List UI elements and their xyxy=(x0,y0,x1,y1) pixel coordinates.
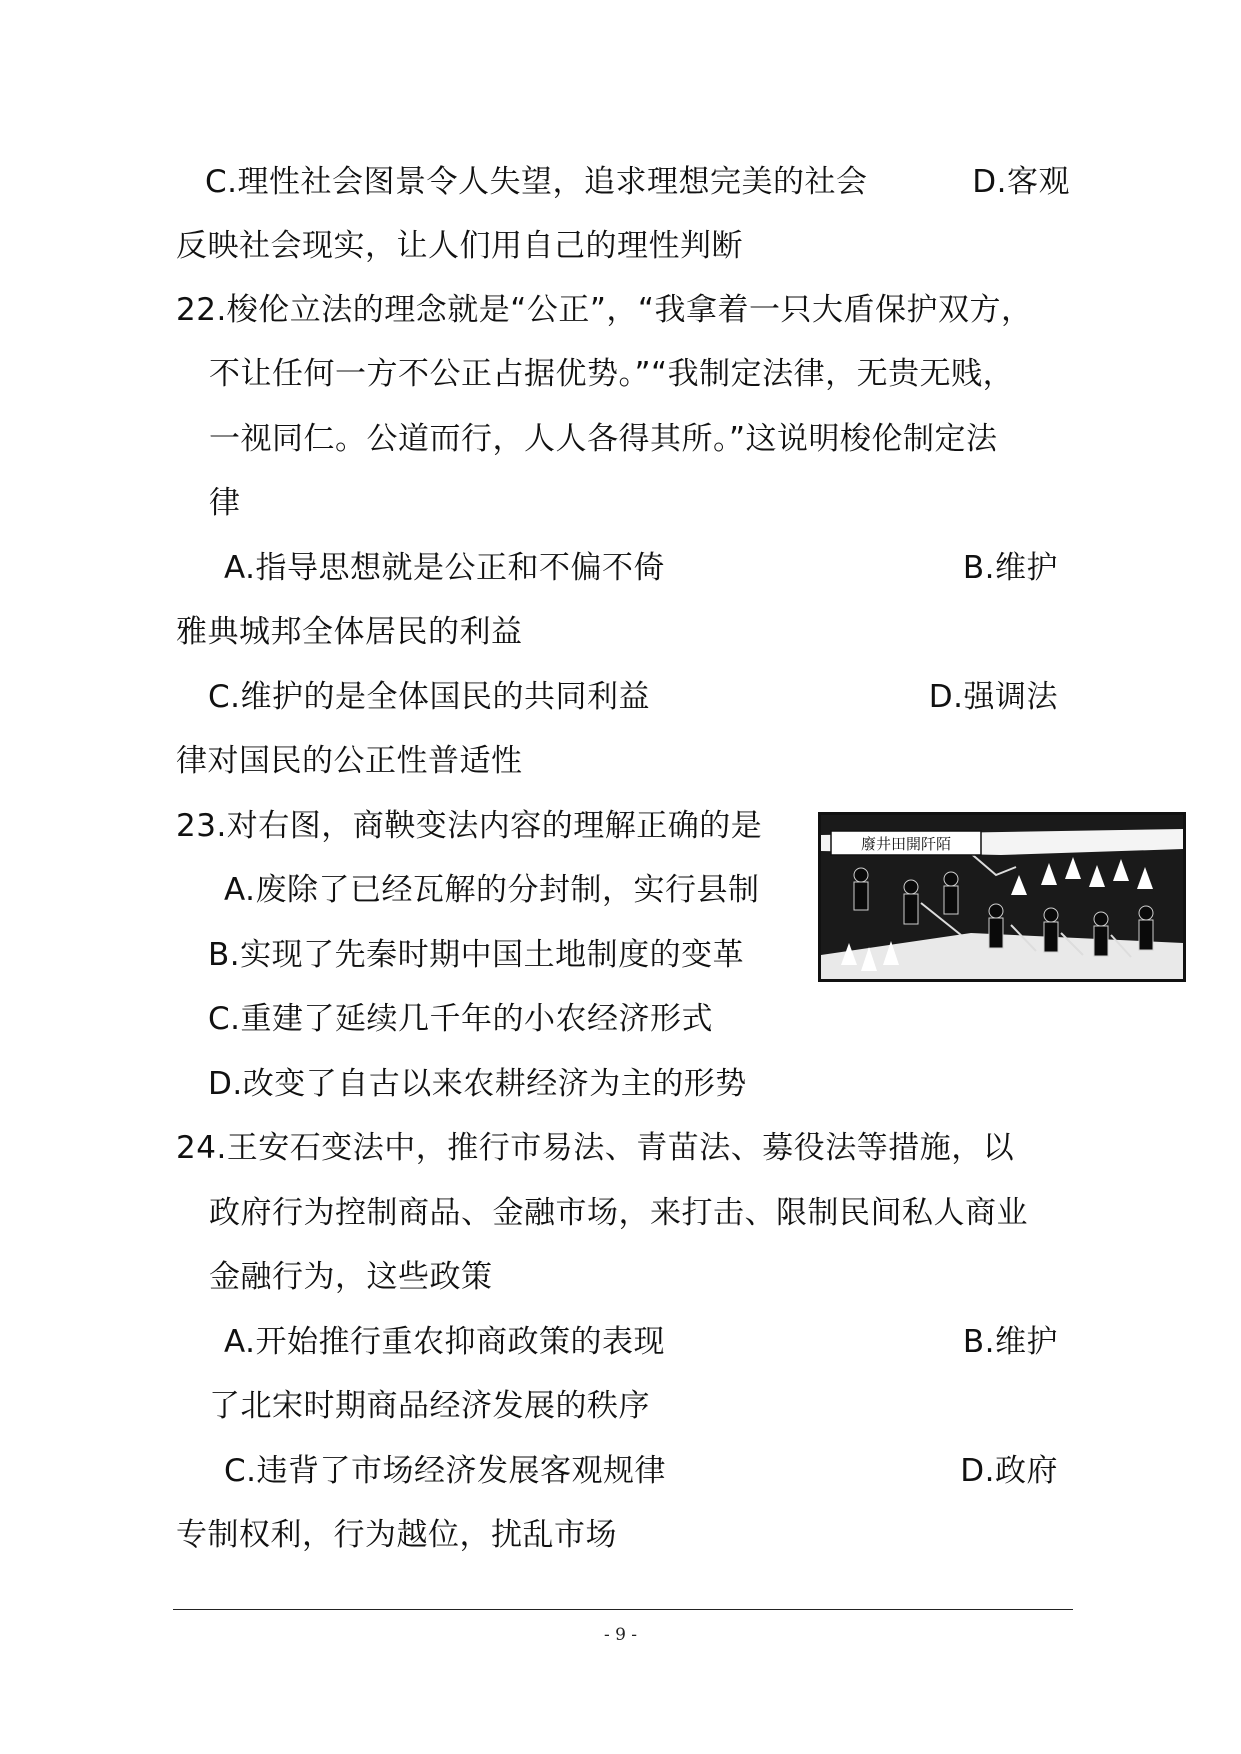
woodcut-illustration xyxy=(818,812,1186,982)
q22-option-d: D.强调法 xyxy=(928,679,1058,715)
q23-option-c: C.重建了延续几千年的小农经济形式 xyxy=(208,1001,713,1037)
q21-option-c: C.理性社会图景令人失望，追求理想完美的社会 xyxy=(205,164,868,200)
q22-stem-line2: 不让任何一方不公正占据优势。”“我制定法律，无贵无贱， xyxy=(209,356,1015,392)
footer-rule xyxy=(173,1609,1073,1610)
q24-option-d: D.政府 xyxy=(960,1453,1058,1489)
q24-option-b-cont: 了北宋时期商品经济发展的秩序 xyxy=(209,1388,650,1424)
q23-option-b: B.实现了先秦时期中国土地制度的变革 xyxy=(208,937,745,973)
q22-option-d-cont: 律对国民的公正性普适性 xyxy=(176,743,523,779)
q23-stem: 23.对右图，商鞅变法内容的理解正确的是 xyxy=(176,808,763,844)
q21-option-d: D.客观 xyxy=(972,164,1070,200)
q22-stem-line4: 律 xyxy=(209,485,241,521)
q24-stem-line1: 24.王安石变法中，推行市易法、青苗法、募役法等措施，以 xyxy=(176,1130,1015,1166)
q22-option-c: C.维护的是全体国民的共同利益 xyxy=(208,679,650,715)
q23-option-a: A.废除了已经瓦解的分封制，实行县制 xyxy=(224,872,760,908)
q24-stem-line3: 金融行为，这些政策 xyxy=(209,1259,493,1295)
q21-option-d-cont: 反映社会现实，让人们用自己的理性判断 xyxy=(176,228,743,264)
q22-option-a: A.指导思想就是公正和不偏不倚 xyxy=(224,550,666,586)
q22-stem-line1: 22.梭伦立法的理念就是“公正”，“我拿着一只大盾保护双方， xyxy=(176,292,1033,328)
q24-option-a: A.开始推行重农抑商政策的表现 xyxy=(224,1324,666,1360)
q24-option-c: C.违背了市场经济发展客观规律 xyxy=(224,1453,666,1489)
woodcut-caption: 廢井田開阡陌 xyxy=(860,835,952,853)
q24-stem-line2: 政府行为控制商品、金融市场，来打击、限制民间私人商业 xyxy=(209,1195,1028,1231)
q22-option-b: B.维护 xyxy=(962,550,1058,586)
q24-option-b: B.维护 xyxy=(962,1324,1058,1360)
faint-red-stamp xyxy=(973,1128,1047,1175)
q23-option-d: D.改变了自古以来农耕经济为主的形势 xyxy=(208,1066,747,1102)
q22-stem-line3: 一视同仁。公道而行，人人各得其所。”这说明梭伦制定法 xyxy=(209,421,998,457)
page-number: - 9 - xyxy=(603,1625,638,1645)
q24-option-d-cont: 专制权利，行为越位，扰乱市场 xyxy=(176,1517,617,1553)
q22-option-b-cont: 雅典城邦全体居民的利益 xyxy=(176,614,523,650)
